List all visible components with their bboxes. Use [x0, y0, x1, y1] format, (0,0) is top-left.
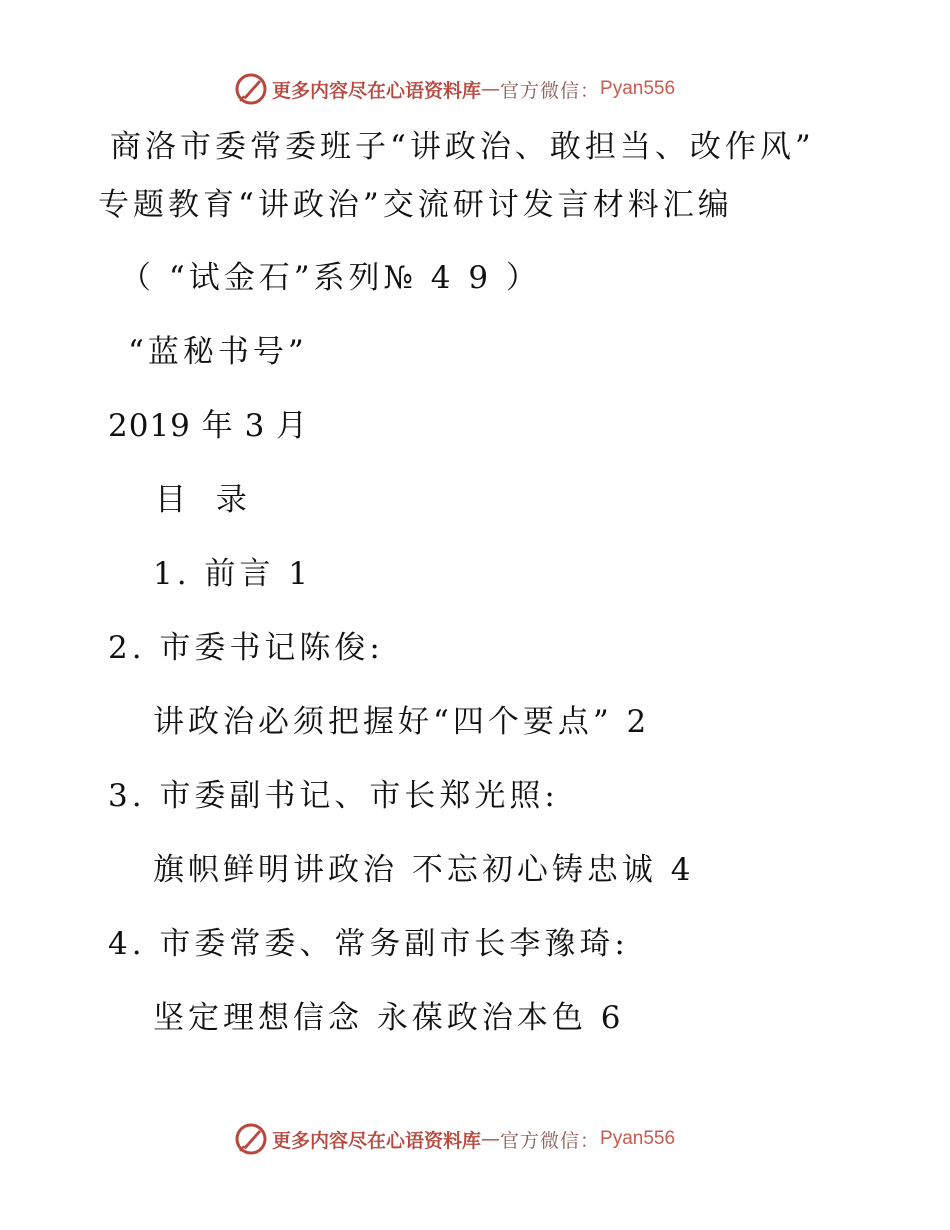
toc-entry-4-title: 坚定理想信念 永葆政治本色 6 [153, 1000, 625, 1036]
toc-entry-2-speaker: 2. 市委书记陈俊: [108, 630, 384, 666]
title-line-1: 商洛市委常委班子“讲政治、敢担当、改作风” [110, 129, 815, 165]
site-name: 更多内容尽在心语资料库 [272, 79, 482, 102]
official-wechat-label: 官方微信： [500, 1129, 601, 1152]
watermark-banner-bottom [234, 1121, 675, 1157]
site-name: 更多内容尽在心语资料库 [272, 1129, 482, 1152]
toc-entry-3-speaker: 3. 市委副书记、市长郑光照: [108, 778, 559, 814]
date-label: 2019 年 3 月 [108, 408, 309, 444]
title-line-2: 专题教育“讲政治”交流研讨发言材料汇编 [98, 187, 733, 223]
watermark-banner-top [234, 71, 675, 107]
banner-dash: — [481, 78, 501, 100]
quill-pen-circle-icon [234, 1122, 268, 1156]
toc-heading: 目 录 [155, 482, 257, 518]
banner-dash: — [481, 1128, 501, 1150]
publisher-label: “蓝秘书号” [128, 334, 308, 370]
toc-entry-3-title: 旗帜鲜明讲政治 不忘初心铸忠诚 4 [153, 852, 695, 888]
quill-pen-circle-icon [234, 72, 268, 106]
toc-entry-4-speaker: 4. 市委常委、常务副市长李豫琦: [108, 926, 629, 962]
toc-entry-1-title: 1. 前言 1 [153, 556, 313, 592]
wechat-handle: Pyan556 [600, 1128, 676, 1149]
toc-entry-2-title: 讲政治必须把握好“四个要点” 2 [153, 704, 651, 740]
wechat-handle: Pyan556 [600, 78, 676, 99]
official-wechat-label: 官方微信： [500, 79, 601, 102]
series-label: （ “试金石”系列№ 4 9 ） [120, 260, 541, 296]
